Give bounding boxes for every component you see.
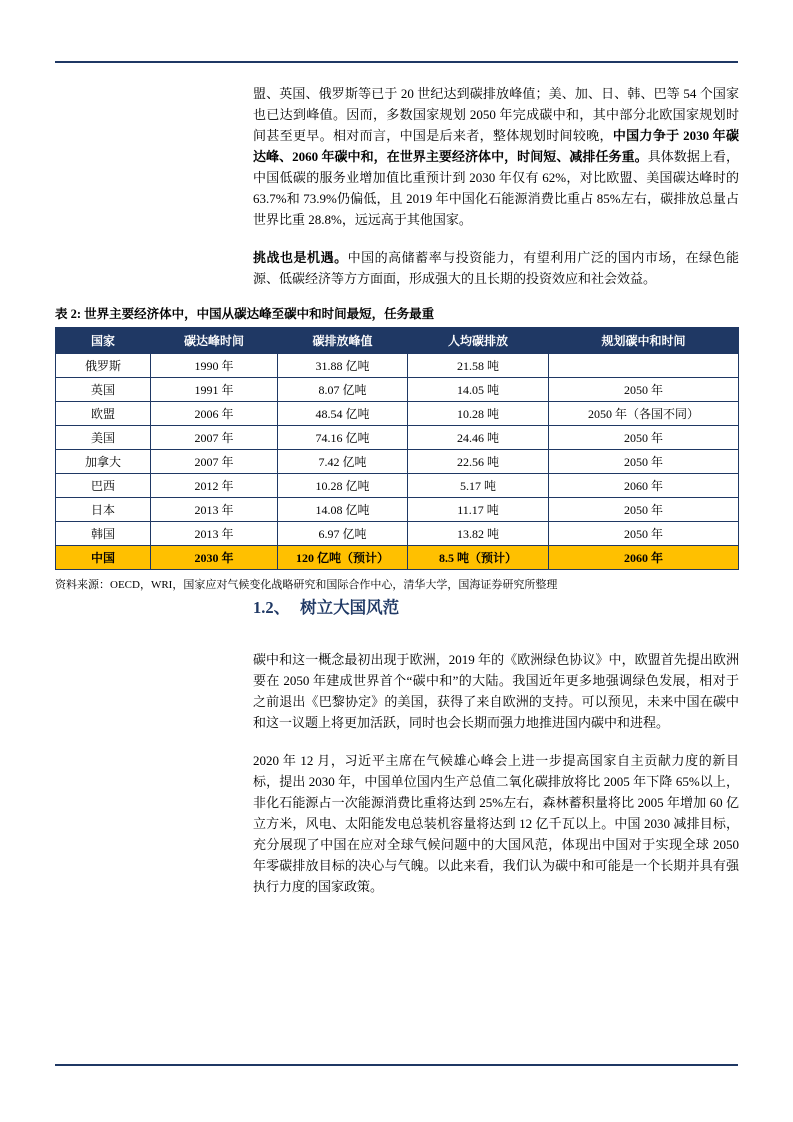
cell-neutral-year: 2060 年	[549, 546, 739, 570]
table-row	[56, 498, 739, 522]
carbon-peak-neutrality-table	[55, 327, 739, 570]
cell-peak-emission: 14.08 亿吨	[278, 498, 408, 522]
cell-country: 加拿大	[56, 450, 151, 474]
section-title: 树立大国风范	[300, 598, 400, 617]
paragraph-bold-text: 挑战也是机遇。	[253, 250, 348, 265]
cell-peak-emission: 7.42 亿吨	[278, 450, 408, 474]
cell-neutral-year: 2050 年	[549, 378, 739, 402]
cell-country: 中国	[56, 546, 151, 570]
col-header-country: 国家	[56, 328, 151, 354]
cell-neutral-year: 2050 年（各国不同）	[549, 402, 739, 426]
cell-per-capita: 22.56 吨	[408, 450, 549, 474]
paragraph-carbon-neutral-origin: 碳中和这一概念最初出现于欧洲，2019 年的《欧洲绿色协议》中，欧盟首先提出欧洲要在 2050 年建成世界首个“碳中和”的大陆。我国近年更多地强调绿色发展，相对于之前退出《巴黎协定》的美国，获得了来自欧洲的支持。可以预见，未来中国在碳中和这一议题上将更加活跃，同时也会长期而强力地推进国内碳中和进程。	[253, 652, 739, 730]
table-row	[56, 402, 739, 426]
cell-peak-year: 2013 年	[151, 522, 278, 546]
table-row	[56, 354, 739, 378]
paragraph-bold-text: 中国力争于 2030 年碳达峰、2060 年碳中和，在世界主要经济体中，时间短、减排任务重。	[253, 128, 739, 164]
table-caption: 表 2: 世界主要经济体中，中国从碳达峰至碳中和时间最短，任务最重	[55, 307, 435, 321]
cell-peak-emission: 10.28 亿吨	[278, 474, 408, 498]
section-number: 1.2、	[253, 598, 291, 617]
cell-peak-year: 1991 年	[151, 378, 278, 402]
cell-per-capita: 13.82 吨	[408, 522, 549, 546]
paragraph-challenge-opportunity	[253, 247, 739, 289]
cell-country: 美国	[56, 426, 151, 450]
cell-peak-emission: 8.07 亿吨	[278, 378, 408, 402]
intro-text-column	[253, 83, 739, 306]
source-note: 资料来源：OECD，WRI，国家应对气候变化战略研究和国际合作中心，清华大学，国海证券研究所整理	[55, 579, 558, 591]
paragraph-text: 具体数据上看，中国低碳的服务业增加值比重预计到 2030 年仅有 62%，对比欧盟、美国碳达峰时的 63.7%和 73.9%仍偏低，且 2019 年中国化石能源消费比重占 85%左右，碳排放总量占世界比重 28.8%，远远高于其他国家。	[253, 149, 739, 227]
top-divider	[55, 61, 738, 63]
col-header-neutral-year: 规划碳中和时间	[549, 328, 739, 354]
cell-country: 英国	[56, 378, 151, 402]
section-heading	[253, 597, 739, 619]
table-row	[56, 426, 739, 450]
cell-per-capita: 8.5 吨（预计）	[408, 546, 549, 570]
cell-peak-emission: 120 亿吨（预计）	[278, 546, 408, 570]
cell-per-capita: 21.58 吨	[408, 354, 549, 378]
table-row	[56, 522, 739, 546]
paragraph-carbon-peak-overview	[253, 83, 739, 230]
table-row	[56, 474, 739, 498]
col-header-peak-emission: 碳排放峰值	[278, 328, 408, 354]
cell-peak-year: 2006 年	[151, 402, 278, 426]
table-row	[56, 378, 739, 402]
cell-country: 欧盟	[56, 402, 151, 426]
cell-country: 俄罗斯	[56, 354, 151, 378]
cell-peak-year: 1990 年	[151, 354, 278, 378]
cell-per-capita: 5.17 吨	[408, 474, 549, 498]
cell-peak-year: 2013 年	[151, 498, 278, 522]
cell-country: 韩国	[56, 522, 151, 546]
cell-neutral-year: 2060 年	[549, 474, 739, 498]
cell-neutral-year: 2050 年	[549, 522, 739, 546]
cell-neutral-year: 2050 年	[549, 498, 739, 522]
cell-peak-emission: 31.88 亿吨	[278, 354, 408, 378]
cell-peak-year: 2012 年	[151, 474, 278, 498]
table-row-china-highlight	[56, 546, 739, 570]
cell-per-capita: 14.05 吨	[408, 378, 549, 402]
cell-per-capita: 10.28 吨	[408, 402, 549, 426]
cell-neutral-year	[549, 354, 739, 378]
table-section	[55, 304, 738, 592]
col-header-peak-year: 碳达峰时间	[151, 328, 278, 354]
cell-country: 巴西	[56, 474, 151, 498]
cell-per-capita: 24.46 吨	[408, 426, 549, 450]
table-header-row	[56, 328, 739, 354]
cell-peak-emission: 6.97 亿吨	[278, 522, 408, 546]
table-row	[56, 450, 739, 474]
paragraph-climate-summit-targets: 2020 年 12 月，习近平主席在气候雄心峰会上进一步提高国家自主贡献力度的新目标，提出 2030 年，中国单位国内生产总值二氧化碳排放将比 2005 年下降 65%以上，非化石能源占一次能源消费比重将达到 25%左右，森林蓄积量将比 2005 年增加 60 亿立方米，风电、太阳能发电总装机容量将达到 12 亿千瓦以上。中国 2030 减排目标，充分展现了中国在应对全球气候问题中的大国风范，体现出中国对于实现全球 2050 年零碳排放目标的决心与气魄。以此来看，我们认为碳中和可能是一个长期并具有强执行力度的国家政策。	[253, 753, 739, 894]
cell-peak-emission: 48.54 亿吨	[278, 402, 408, 426]
cell-peak-year: 2007 年	[151, 426, 278, 450]
section-text-column	[253, 597, 739, 914]
cell-neutral-year: 2050 年	[549, 450, 739, 474]
cell-per-capita: 11.17 吨	[408, 498, 549, 522]
col-header-per-capita: 人均碳排放	[408, 328, 549, 354]
bottom-divider	[55, 1064, 738, 1066]
cell-peak-year: 2007 年	[151, 450, 278, 474]
cell-neutral-year: 2050 年	[549, 426, 739, 450]
paragraph-text: 中国的高储蓄率与投资能力，有望利用广泛的国内市场，在绿色能源、低碳经济等方方面面，形成强大的且长期的投资效应和社会效益。	[253, 250, 739, 286]
paragraph-text: 盟、英国、俄罗斯等已于 20 世纪达到碳排放峰值；美、加、日、韩、巴等 54 个国家也已达到峰值。因而，多数国家规划 2050 年完成碳中和，其中部分北欧国家规划时间甚至更早。相对而言，中国是后来者，整体规划时间较晚，	[253, 86, 739, 143]
cell-country: 日本	[56, 498, 151, 522]
cell-peak-year: 2030 年	[151, 546, 278, 570]
cell-peak-emission: 74.16 亿吨	[278, 426, 408, 450]
